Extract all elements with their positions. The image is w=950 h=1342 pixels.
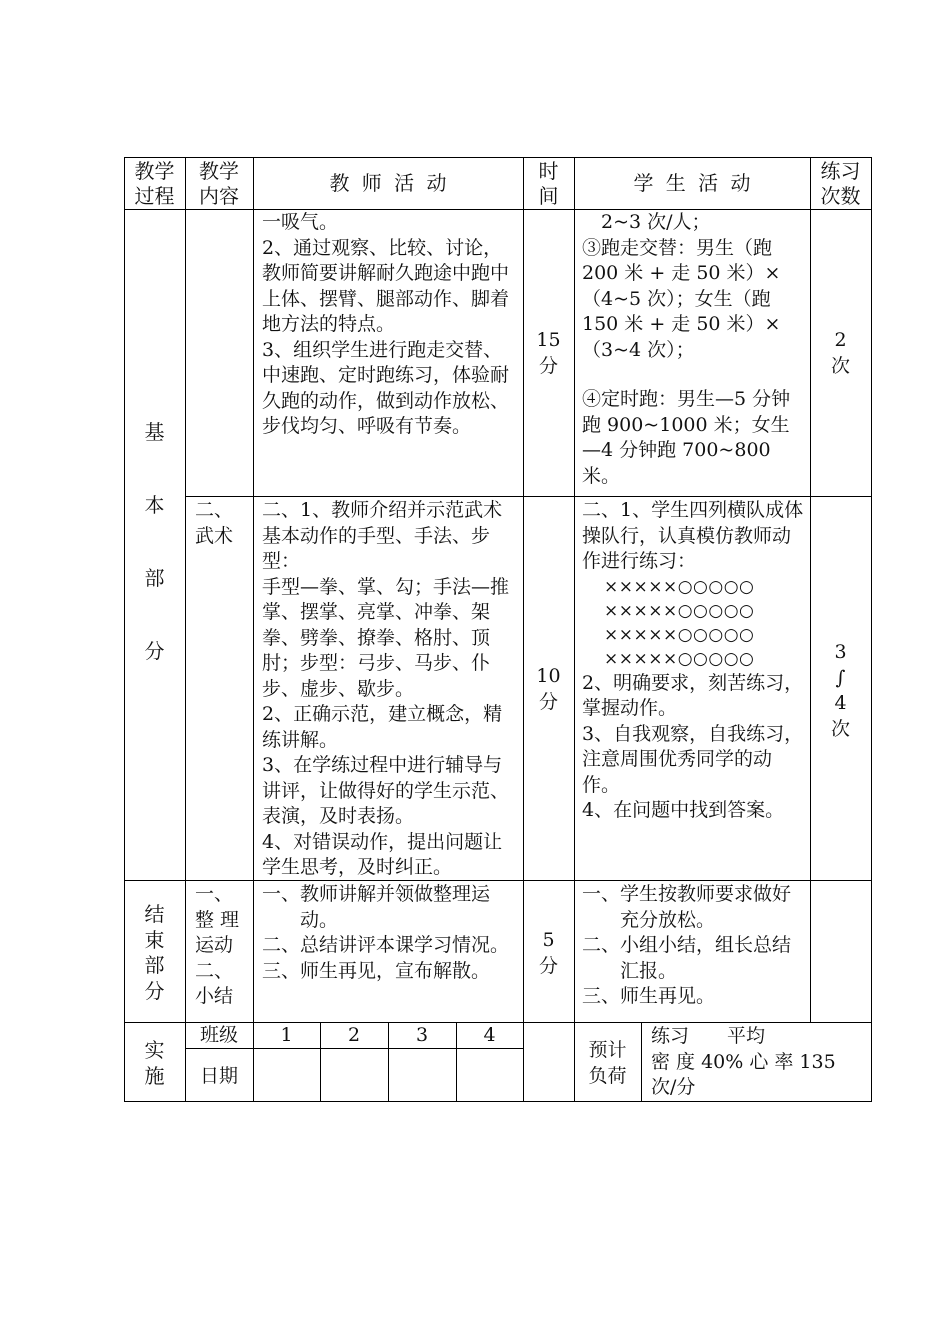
date-label: 日期: [199, 1065, 238, 1087]
teacher-activity-running: 一吸气。 2、通过观察、比较、讨论，教师简要讲解耐久跑途中跑中上体、摆臂、腿部动作、脚着地方法的特点。 3、组织学生进行跑走交替、中速跑、定时跑练习，体验耐久跑的动作，做到动作放松、步伐均匀、呼吸有节奏。: [262, 211, 510, 437]
class-3: 3: [415, 1024, 429, 1046]
load-text: 练习 平均 密 度 40% 心 率 135 次/分: [651, 1025, 836, 1098]
stage-basic: 基 本 部 分: [144, 420, 165, 663]
time-martial-arts: 10 分: [536, 665, 561, 713]
teacher-activity-ending: 一、教师讲解并领做整理运动。 二、总结讲评本课学习情况。 三、师生再见，宣布解散。: [262, 883, 510, 982]
class-4: 4: [483, 1024, 496, 1046]
time-running: 15 分: [536, 329, 561, 377]
class-1: 1: [280, 1024, 293, 1046]
stage-ending: 结 束 部 分: [144, 902, 165, 1003]
header-teacher-activity: 教 师 活 动: [329, 171, 447, 195]
student-activity-martial-arts: 二、1、学生四列横队成体操队行，认真模仿教师动作进行练习： ×××××○○○○○ ×××××○○○○○ ×××××○○○○○ ×××××○○○○○ 2、明确要求，刻苦练习，掌握动作。 3、自我观察，自我练习，注意周围优秀同学的动作。 4、在问题中找到答案。: [582, 499, 804, 821]
stage-implement: 实 施: [144, 1038, 165, 1088]
header-content: 教学 内容: [199, 159, 239, 208]
reps-martial-arts: 3 ∫ 4 次: [830, 641, 850, 740]
header-process: 教学 过程: [134, 159, 175, 208]
content-martial-arts: 二、 武术: [195, 499, 234, 547]
time-ending: 5 分: [538, 929, 558, 977]
student-activity-ending: 一、学生按教师要求做好充分放松。 二、小组小结，组长总结汇报。 三、师生再见。: [582, 883, 792, 1007]
header-student-activity: 学 生 活 动: [633, 171, 751, 195]
reps-running: 2 次: [830, 329, 850, 377]
header-reps: 练习 次数: [820, 159, 861, 208]
formation-diagram: ×××××○○○○○ ×××××○○○○○ ×××××○○○○○ ×××××○○○○○: [604, 576, 755, 669]
load-label: 预计 负荷: [588, 1039, 627, 1087]
class-label: 班级: [199, 1024, 238, 1046]
student-activity-running: 2~3 次/人； ③跑走交替：男生（跑200 米 + 走 50 米）×（4~5 次）；女生（跑150 米 + 走 50 米）×（3~4 次）； ④定时跑：男生—5 分钟跑 900~1000 米；女生—4 分钟跑 700~800 米。: [582, 211, 791, 487]
header-time: 时 间: [538, 159, 559, 208]
class-2: 2: [347, 1024, 361, 1046]
teacher-activity-martial-arts: 二、1、教师介绍并示范武术基本动作的手型、手法、步型： 手型—拳、掌、勾；手法—推掌、摆掌、亮掌、冲拳、架拳、劈拳、撩拳、格肘、顶肘；步型：弓步、马步、仆步、虚步、歇步。 2、正确示范，建立概念，精练讲解。 3、在学练过程中进行辅导与讲评，让做得好的学生示范、表演，及时表扬。 4、对错误动作，提出问题让学生思考，及时纠正。: [262, 499, 510, 878]
content-ending: 一、 整 理 运动 二、 小结: [195, 883, 240, 1007]
